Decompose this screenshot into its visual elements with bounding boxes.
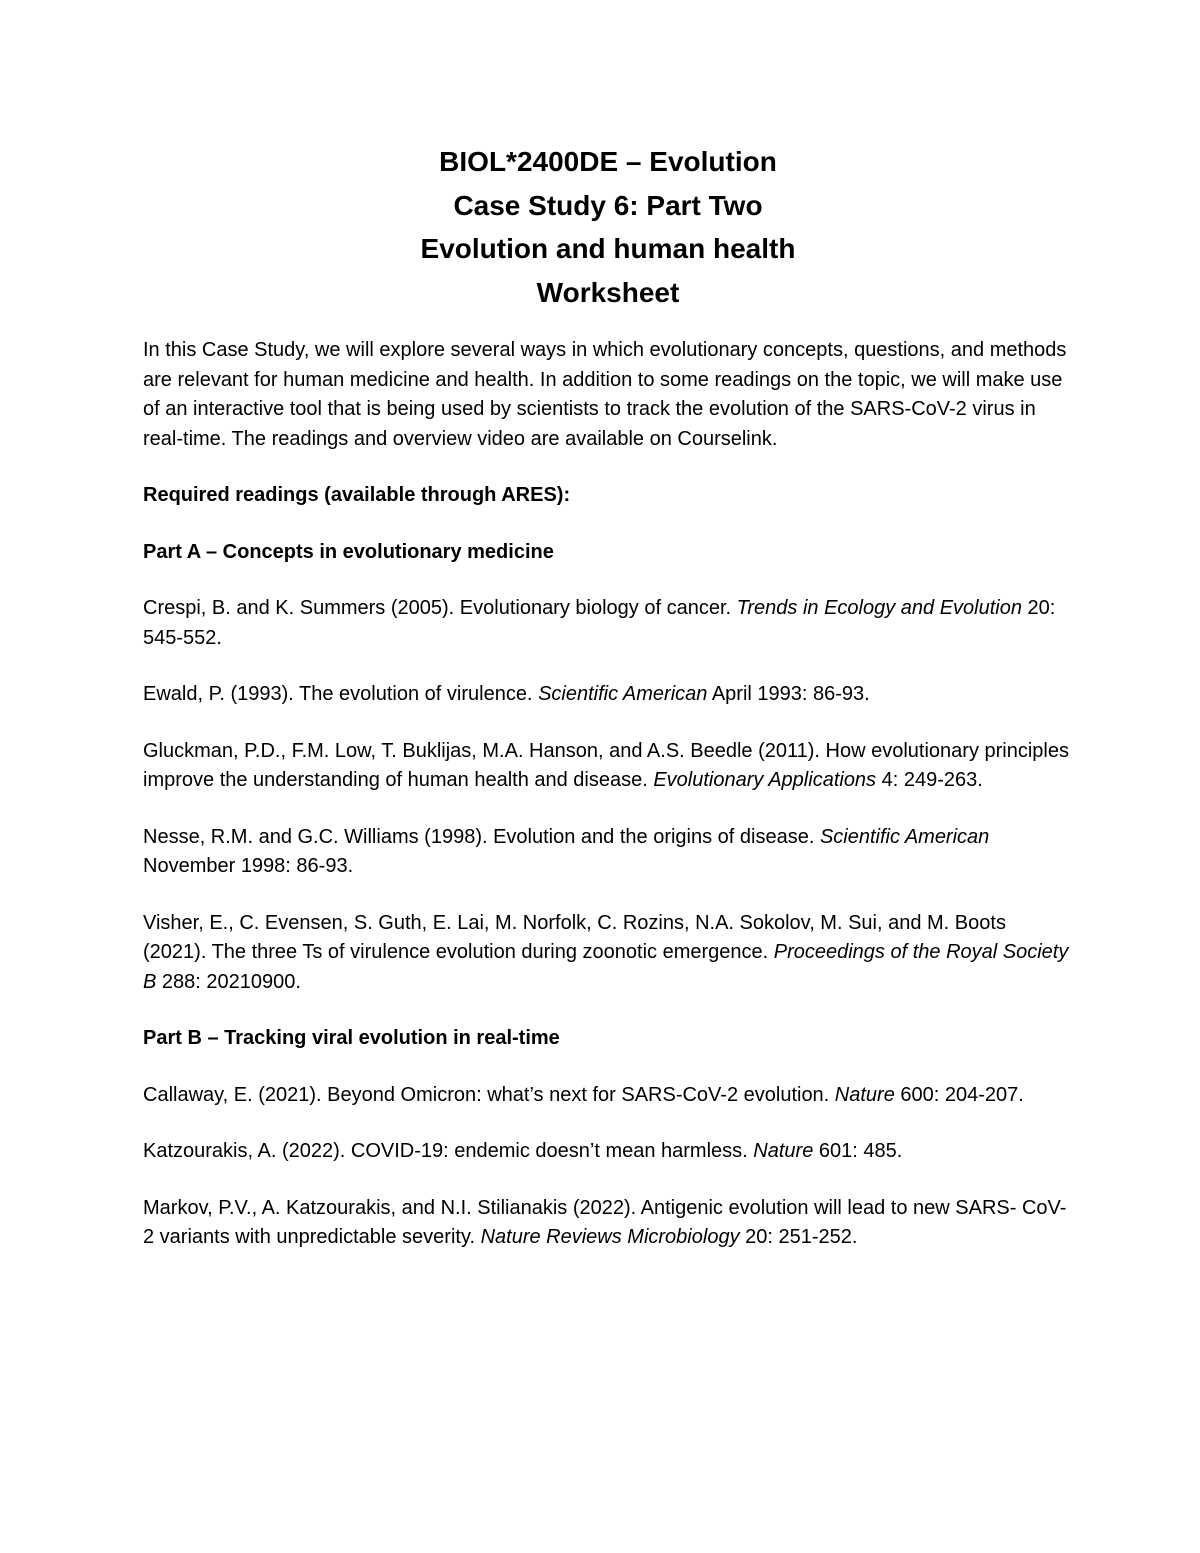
- reference-citation: November 1998: 86-93.: [143, 855, 354, 877]
- journal-name: Scientific American: [819, 825, 990, 848]
- reference-citation: 4: 249-263.: [876, 769, 983, 791]
- document-title: [143, 140, 1073, 314]
- reference-citation: 20: 251-252.: [739, 1226, 858, 1248]
- journal-name: Trends in Ecology and Evolution: [736, 597, 1022, 619]
- reference-gluckman: [143, 737, 1073, 796]
- reference-callaway: [143, 1081, 1073, 1111]
- reference-visher: [143, 909, 1073, 998]
- document-page: [143, 140, 1073, 1280]
- topic-title: Evolution and human health: [420, 233, 796, 264]
- reference-crespi: [143, 594, 1073, 653]
- reference-ewald: [143, 680, 1073, 710]
- journal-name: Nature Reviews Microbiology: [480, 1226, 740, 1248]
- document-body: [143, 336, 1073, 1253]
- worksheet-title: Worksheet: [536, 276, 680, 308]
- journal-name: Nature: [753, 1140, 814, 1162]
- reference-text: Ewald, P. (1993). The evolution of virulence.: [143, 683, 539, 705]
- reference-nesse: [143, 823, 1073, 882]
- reference-text: Nesse, R.M. and G.C. Williams (1998). Evolution and the origins of disease.: [143, 825, 820, 848]
- reference-citation: 601: 485.: [813, 1140, 903, 1162]
- part-b-heading: Part B – Tracking viral evolution in real-time: [143, 1027, 560, 1049]
- reference-citation: 20: 545-552.: [143, 597, 1056, 649]
- reference-text: Gluckman, P.D., F.M. Low, T. Buklijas, M.A. Hanson, and A.S. Beedle (2011). How evolutionary principles improve the understanding of human health and disease.: [143, 739, 1069, 791]
- reference-text: Visher, E., C. Evensen, S. Guth, E. Lai, M. Norfolk, C. Rozins, N.A. Sokolov, M. Sui, and M. Boots (2021). The three Ts of virulence evolution during zoonotic emergence.: [143, 911, 1006, 963]
- case-study-title: Case Study 6: Part Two: [453, 189, 763, 221]
- reference-citation: 600: 204-207.: [894, 1083, 1024, 1106]
- journal-name: Scientific American: [538, 683, 708, 705]
- journal-name: Evolutionary Applications: [653, 769, 877, 791]
- course-title: BIOL*2400DE – Evolution: [439, 146, 777, 177]
- reference-citation: April 1993: 86-93.: [707, 683, 870, 705]
- required-readings-heading: Required readings (available through ARES):: [143, 484, 571, 506]
- reference-text: Crespi, B. and K. Summers (2005). Evolutionary biology of cancer.: [143, 597, 737, 619]
- part-a-heading: Part A – Concepts in evolutionary medicine: [143, 540, 554, 563]
- reference-markov: [143, 1194, 1073, 1253]
- intro-paragraph: In this Case Study, we will explore several ways in which evolutionary concepts, questions, and methods are relevant for human medicine and health. In addition to some readings on the topic, we will make use of an interactive tool that is being used by scientists to track the evolution of the SARS-CoV-2 virus in real-time. The readings and overview video are available on Courselink.: [143, 339, 1067, 450]
- reference-citation: 288: 20210900.: [156, 970, 301, 993]
- reference-text: Markov, P.V., A. Katzourakis, and N.I. Stilianakis (2022). Antigenic evolution will lead to new SARS- CoV-2 variants with unpredictable severity.: [143, 1196, 1067, 1248]
- reference-text: Callaway, E. (2021). Beyond Omicron: what’s next for SARS-CoV-2 evolution.: [143, 1083, 835, 1106]
- journal-name: Nature: [834, 1083, 895, 1106]
- reference-text: Katzourakis, A. (2022). COVID-19: endemic doesn’t mean harmless.: [143, 1140, 754, 1162]
- journal-name: Proceedings of the Royal Society B: [143, 941, 1069, 993]
- reference-katzourakis: [143, 1137, 1073, 1167]
